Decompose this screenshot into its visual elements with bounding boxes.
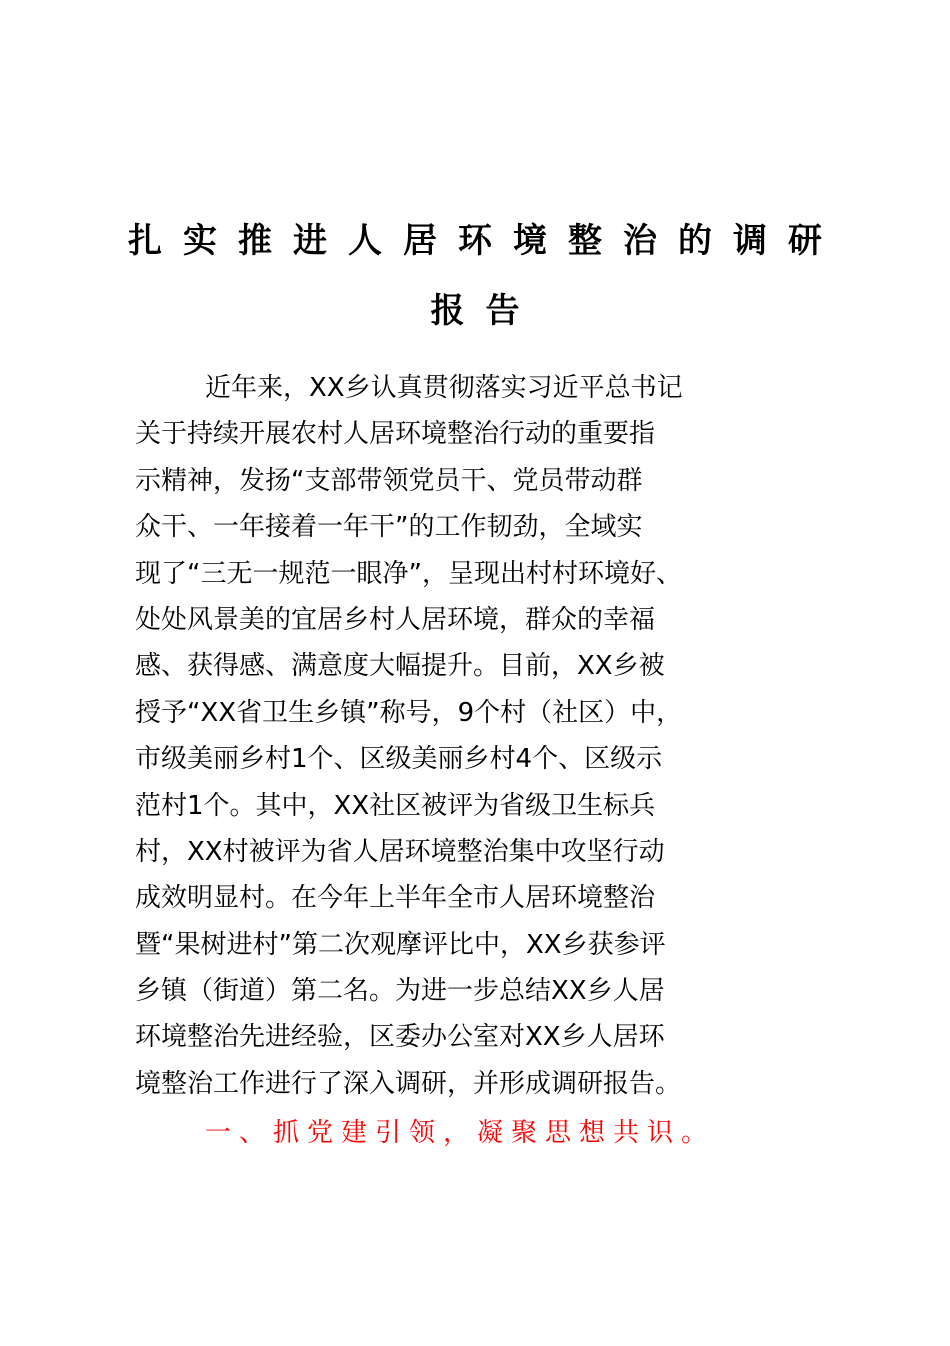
paragraph-line: 感、获得感、满意度大幅提升。目前，XX乡被 bbox=[135, 651, 665, 682]
paragraph-line: 处处风景美的宜居乡村人居环境，群众的幸福 bbox=[135, 604, 656, 635]
paragraph-line: 近年来，XX乡认真贯彻落实习近平总书记 bbox=[205, 373, 683, 403]
document-title-line-2: 报告 bbox=[430, 291, 541, 331]
paragraph-line: 乡镇（街道）第二名。为进一步总结XX乡人居 bbox=[135, 976, 665, 1007]
paragraph-line: 环境整治先进经验，区委办公室对XX乡人居环 bbox=[135, 1022, 665, 1053]
paragraph-line: 范村1个。其中，XX社区被评为省级卫生标兵 bbox=[135, 790, 656, 821]
paragraph-line: 境整治工作进行了深入调研，并形成调研报告。 bbox=[135, 1068, 682, 1099]
paragraph-line: 村，XX村被评为省人居环境整治集中攻坚行动 bbox=[135, 836, 665, 867]
section-heading: 一、抓党建引领，凝聚思想共识。 bbox=[205, 1118, 716, 1148]
body-paragraph bbox=[135, 365, 825, 1107]
paragraph-line: 成效明显村。在今年上半年全市人居环境整治 bbox=[135, 883, 656, 914]
paragraph-line: 市级美丽乡村1个、区级美丽乡村4个、区级示 bbox=[135, 744, 663, 775]
document-title-line-1: 扎实推进人居环境整治的调研 bbox=[128, 221, 843, 261]
paragraph-line: 暨“果树进村”第二次观摩评比中，XX乡获参评 bbox=[135, 929, 666, 960]
paragraph-line: 现了“三无一规范一眼净”，呈现出村村环境好、 bbox=[135, 558, 682, 589]
paragraph-line: 授予“XX省卫生乡镇”称号，9个村（社区）中， bbox=[135, 697, 683, 728]
paragraph-line: 众干、一年接着一年干”的工作韧劲，全域实 bbox=[135, 512, 643, 543]
paragraph-line: 关于持续开展农村人居环境整治行动的重要指 bbox=[135, 419, 656, 450]
paragraph-line: 示精神，发扬“支部带领党员干、党员带动群 bbox=[135, 465, 643, 496]
